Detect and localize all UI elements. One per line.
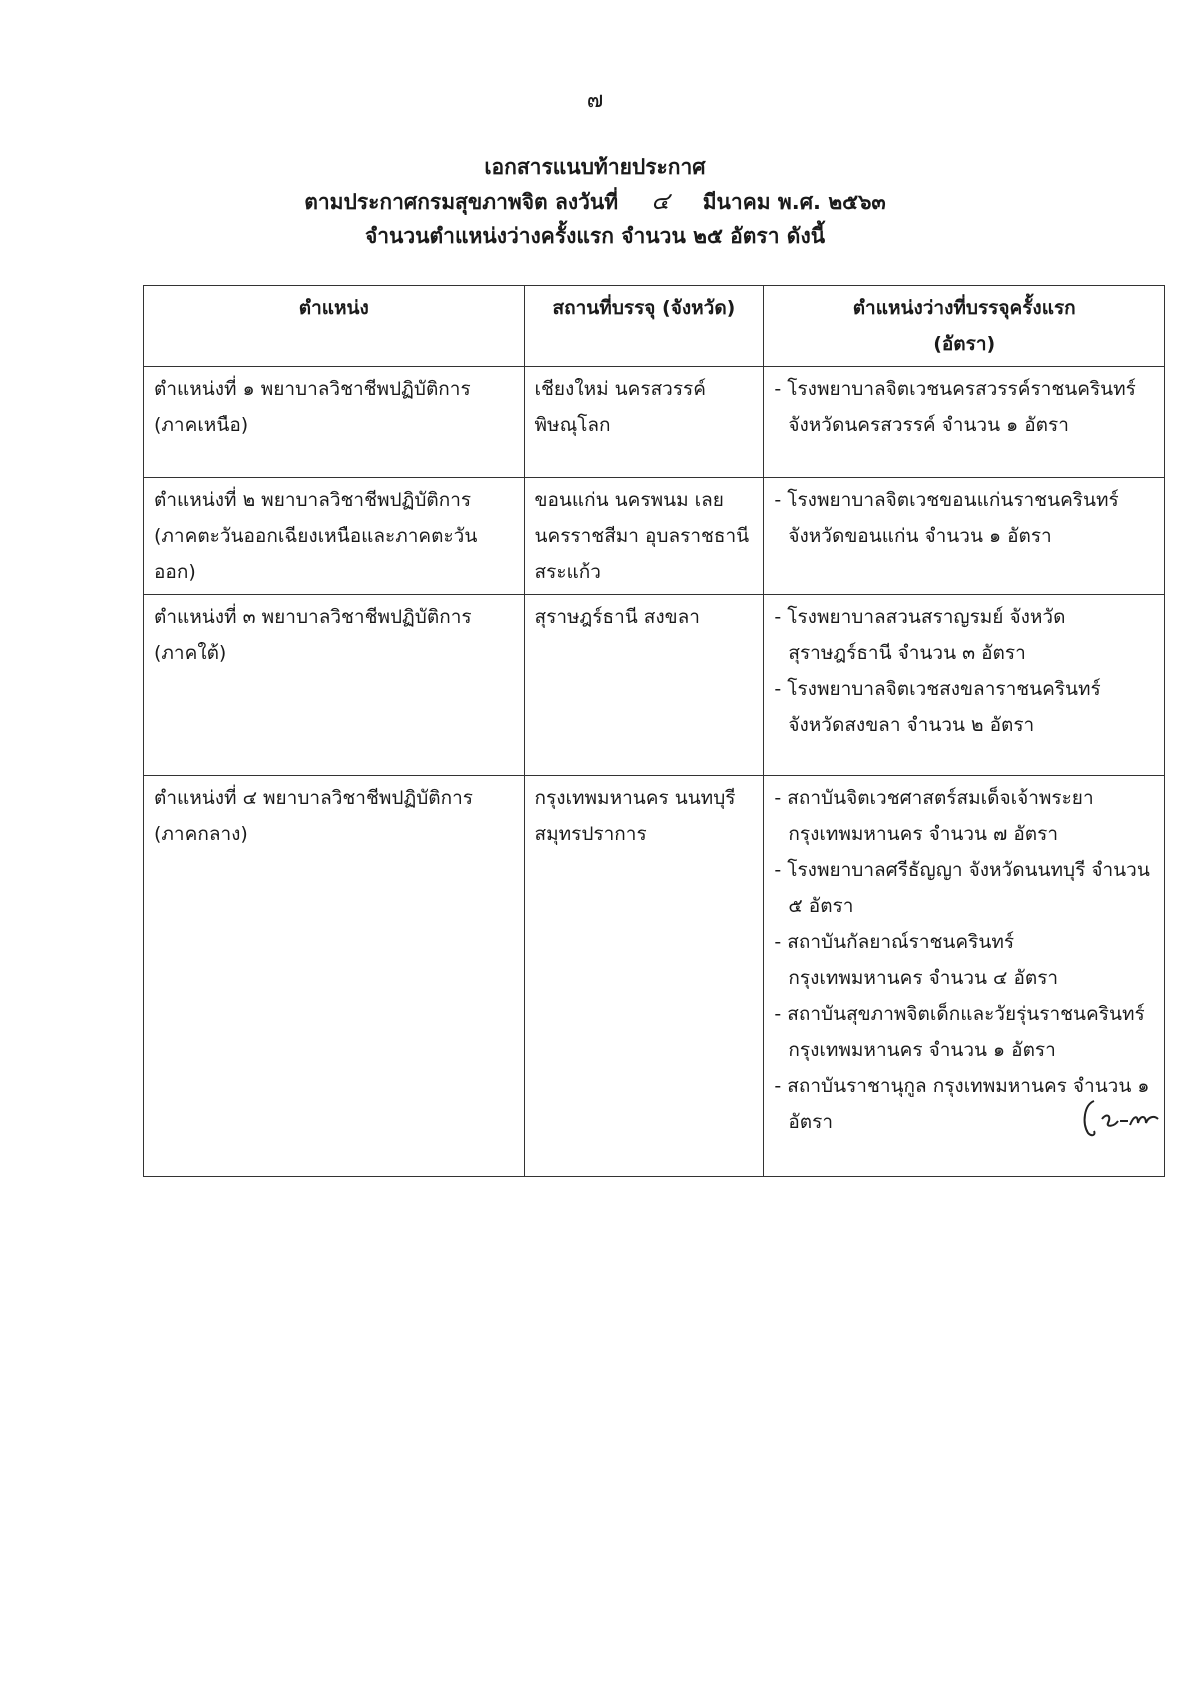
header-position: ตำแหน่ง xyxy=(144,286,525,367)
placements-cell xyxy=(764,367,1165,478)
table-row xyxy=(144,367,1165,478)
placements-cell xyxy=(764,478,1165,595)
placement-item: - โรงพยาบาลจิตเวชขอนแก่นราชนครินทร์ จังหวัดขอนแก่น จำนวน ๑ อัตรา xyxy=(774,489,1119,547)
document-header xyxy=(0,150,1190,253)
table-row xyxy=(144,776,1165,1177)
placement-item: - สถาบันสุขภาพจิตเด็กและวัยรุ่นราชนครินทร์ กรุงเทพมหานคร จำนวน ๑ อัตรา xyxy=(774,1003,1145,1061)
header-date-prefix: ตามประกาศกรมสุขภาพจิต ลงวันที่ xyxy=(304,190,619,214)
position-region: (ภาคใต้) xyxy=(154,642,227,664)
location-cell: เชียงใหม่ นครสวรรค์ พิษณุโลก xyxy=(524,367,764,478)
header-vacancies-unit: (อัตรา) xyxy=(933,333,996,355)
position-region: (ภาคเหนือ) xyxy=(154,414,249,436)
placements-cell xyxy=(764,595,1165,776)
placement-item: - สถาบันราชานุกูล กรุงเทพมหานคร จำนวน ๑ อัตรา xyxy=(774,1075,1150,1133)
location-cell: ขอนแก่น นครพนม เลย นครราชสีมา อุบลราชธานี สระแก้ว xyxy=(524,478,764,595)
placement-item: - โรงพยาบาลศรีธัญญา จังหวัดนนทบุรี จำนวน ๕ อัตรา xyxy=(774,859,1150,917)
position-title: ตำแหน่งที่ ๔ พยาบาลวิชาชีพปฏิบัติการ xyxy=(154,787,473,809)
table-header-row xyxy=(144,286,1165,367)
header-location: สถานที่บรรจุ (จังหวัด) xyxy=(524,286,764,367)
location-cell: สุราษฎร์ธานี สงขลา xyxy=(524,595,764,776)
position-region: (ภาคตะวันออกเฉียงเหนือและภาคตะวันออก) xyxy=(154,525,478,583)
position-region: (ภาคกลาง) xyxy=(154,823,248,845)
header-vacancies xyxy=(764,286,1165,367)
header-vacancy-count: จำนวนตำแหน่งว่างครั้งแรก จำนวน ๒๕ อัตรา ดังนี้ xyxy=(364,224,826,248)
position-cell xyxy=(144,478,525,595)
position-title: ตำแหน่งที่ ๓ พยาบาลวิชาชีพปฏิบัติการ xyxy=(154,606,472,628)
location-cell: กรุงเทพมหานคร นนทบุรี สมุทรปราการ xyxy=(524,776,764,1177)
position-cell xyxy=(144,595,525,776)
placement-item: - สถาบันกัลยาณ์ราชนครินทร์ กรุงเทพมหานคร จำนวน ๔ อัตรา xyxy=(774,931,1059,989)
placement-item: - สถาบันจิตเวชศาสตร์สมเด็จเจ้าพระยา กรุงเทพมหานคร จำนวน ๗ อัตรา xyxy=(774,787,1094,845)
page-number: ๗ xyxy=(586,88,604,113)
position-cell xyxy=(144,367,525,478)
placement-item: - โรงพยาบาลสวนสราญรมย์ จังหวัดสุราษฎร์ธานี จำนวน ๓ อัตรา xyxy=(774,606,1066,664)
handwritten-day: ๔ xyxy=(651,187,670,215)
header-announcement-date xyxy=(0,184,1190,219)
position-cell xyxy=(144,776,525,1177)
placement-item: - โรงพยาบาลจิตเวชสงขลาราชนครินทร์ จังหวัดสงขลา จำนวน ๒ อัตรา xyxy=(774,678,1101,736)
initials-signature-icon xyxy=(1080,1095,1160,1139)
position-title: ตำแหน่งที่ ๒ พยาบาลวิชาชีพปฏิบัติการ xyxy=(154,489,472,511)
positions-table xyxy=(143,285,1165,1177)
header-title: เอกสารแนบท้ายประกาศ xyxy=(484,155,706,179)
table-row xyxy=(144,478,1165,595)
header-date-suffix: มีนาคม พ.ศ. ๒๕๖๓ xyxy=(702,190,886,214)
placement-item: - โรงพยาบาลจิตเวชนครสวรรค์ราชนครินทร์ จังหวัดนครสวรรค์ จำนวน ๑ อัตรา xyxy=(774,378,1136,436)
table-row xyxy=(144,595,1165,776)
header-vacancies-title: ตำแหน่งว่างที่บรรจุครั้งแรก xyxy=(852,297,1076,319)
position-title: ตำแหน่งที่ ๑ พยาบาลวิชาชีพปฏิบัติการ xyxy=(154,378,471,400)
